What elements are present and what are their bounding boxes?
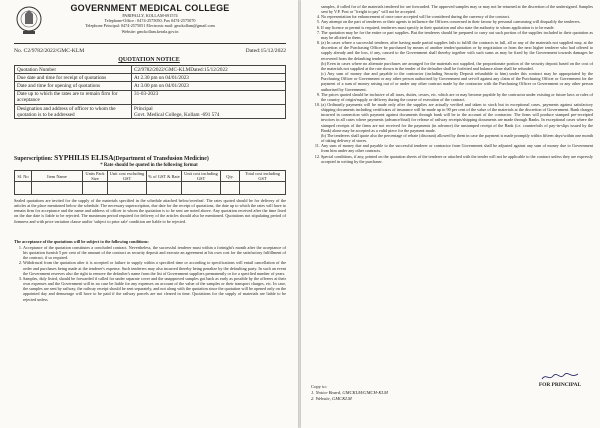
detail-value: At 2.30 pm on 04/01/2023: [132, 74, 286, 82]
notice-title: QUOTATION NOTICE: [118, 57, 180, 63]
sub-item: 10. (a) Ordinarily payments will be made only after the supplies are actually verified and taken to stock but in exceptional cases, payments against satisfactory shipping documents including certificates of insurance will be made up to 90 per cent of the value of the materials at the discretion of Government. Bank charges incurred in connection with payment against documents through bank will be to the account of the contractor. The firms will produce stamped pre-receipted invoices in all cases where payments (advance/final) for release of railway receipts/shipping documents are made through Banks. In exceptional cases where the stamped receipts of the firms are not received for the payments (in advance) the unstamped receipt of the Bank (i.e. counterfoils of pay-in-slips issued by the Bank) alone may be accepted as a valid piece for the payment made.: [321, 101, 593, 133]
table-row: [15, 66, 286, 74]
table-row: [15, 182, 286, 195]
reference-row: [14, 48, 286, 54]
reference-date: Dated:15/12/2022: [245, 48, 286, 54]
letterhead: [0, 3, 298, 41]
college-address: PARIPALLY, KOLLAM-691574: [122, 13, 178, 18]
detail-key: Quotation Number: [15, 66, 132, 74]
superscription-label: Superscription:: [14, 156, 53, 162]
list-item: 5. Any attempt on the part of tenderers or their agents to influence the Officers concerned in their favour by personal canvassing will disqualify the tenderers.: [321, 19, 593, 24]
column-header: Item Name: [32, 171, 83, 182]
conditions-heading: The acceptance of the quotations will be subject to the following conditions:: [14, 239, 149, 244]
table-row: [15, 74, 286, 82]
left-terms: [14, 245, 286, 302]
superscription-dept: (Department of Transfusion Medicine): [113, 156, 209, 162]
list-item: 6. If any licence or permit is required, tenderers must specify in their quotation and also state the authority to whom application is to be made.: [321, 25, 593, 30]
rate-format-table: [14, 170, 286, 195]
continued-text: samples, if called for of the materials tendered for are forwarded. The approved samples may or may not be returned at the discretion of the undersigned. Samples sent by V.P. Post or "freight to pay" will not be accepted.: [321, 4, 593, 15]
signatory-title: FOR PRINCIPAL: [538, 382, 582, 388]
list-item: 7. The quotation may be for the entire or part supplies. But the tenderers should be prepared to carry out such portion of the supplies included in their quotation as may be allotted to them.: [321, 30, 593, 40]
detail-key: Due date and time for receipt of quotations: [15, 74, 132, 82]
detail-value: At 3.00 pm on 04/01/2023: [132, 82, 286, 90]
detail-value: 31-03-2023: [132, 90, 286, 104]
list-item: 2. Withdrawal from the quotation after it is accepted or failure to supply within a specified time or according to specifications will entail cancellation of the order and purchases being made at the tenderer's expense. Such tenderers may also incurred thereby being penalize by the defaulting party. In such an event the Government reserves also the right to remove the defaulter's name from the list of Government suppliers permanently or for a specified number of years.: [23, 260, 286, 275]
list-item: 1. Acceptance of the quotation constitutes a concluded contract. Nevertheless, the successful tenderer must within a fortnight's month after the acceptance of his quotation furnish 5 per cent of the amount of the contract as security deposit and execute an agreement at his own cost for the satisfactory fulfillment of the contract, if so required.: [23, 245, 286, 260]
website-line: Website: gmckollam.kerala.gov.in: [121, 28, 179, 34]
sub-item: 8. (a) In cases where a successful tenderer, after having made partial supplies fails to fulfill the contracts in full, all or any of the materials not supplied may, at the discretion of the Purchasing Officer be purchased by means of another tender/quotation or by negotiation or from the next higher tenderer who had offered to supply already and the loss, if any, caused to the Government shall thereby together with such sums as may be fixed by the Government towards damages be recovered from the defaulting tenderer.: [321, 40, 593, 61]
list-item: 4. No representation for enhancement of once once accepted will be considered during the currency of the contract.: [321, 14, 593, 19]
column-header: Qty.: [221, 171, 240, 182]
intro-paragraph: Sealed quotations are invited for the supply of the materials specified in the schedule attached below/overleaf. The rates quoted should be for delivery of the articles at the place mentioned below the schedule. The necessary superscription, due date for the receipt of quotations, the date up to which the rates will have to remain firm for acceptance and the name and address of officer to whom the quotation is to be sent are noted above. Any quotation received after the time fixed on the due date is liable to be rejected. The maximum period required for delivery of the articles should also be mentioned. Quotations not stipulating period of firmness and with price variation clause and/or 'subject to prior sale' condition are liable to be rejected.: [14, 198, 286, 224]
office-phone: Telephone-Office : 0474-2575050, Fax 0474-2575070: [104, 18, 196, 24]
reference-number: No. C2/9782/2022/GMC-KLM: [14, 48, 85, 54]
detail-key: Date up to which the rates are to remain firm for acceptance: [15, 90, 132, 104]
detail-value: C2/9782/2022/GMC-KLMDated:15/12/2022: [132, 66, 286, 74]
list-item: 3. Samples, duly listed, should be forwarded if called for under separate cover and the unapproved samples got back as early as possible by the offerers at their own expenses and the Government will in no case be liable for any expenses on account of the value of the samples or their transport charges, etc. In case, the samples are sent by railway, the railway receipt should be sent separately, and not along with the quotation since the quotation will be opened only on the appointed day and demurrage will have to be paid if the railway parcels are not cleared in time. Quotations for the supply of materials are liable to be rejected unless: [23, 276, 286, 302]
sub-item: (b) Even in cases where no alternate purchases are arranged for the materials not supplied, the proportionate portion of the security deposit based on the cost of the materials not supplied at the rate shown in the tender of the defaulter shall be forfeited and balance alone shall be refunded.: [321, 60, 593, 71]
table-row: [15, 90, 286, 104]
list-item: 9. The prices quoted should be inclusive of all taxes, duties, cesses, etc. which are or may become payable by the contractor under existing or future laws or rules of the country of origin/supply or delivery during the course of execution of the contract.: [321, 92, 593, 102]
list-item: [321, 40, 593, 92]
sub-item: (b) The tenderers shall quote also the percentage of rebate (discount) allowed by them in case the payment is made promptly within fifteen days/within one month of taking delivery of stores.: [321, 132, 593, 144]
sub-item: (c) Any sum of money due and payable to the contractor (including Security Deposit refundable to him) under this contract may be appropriated by the Purchasing Officer or Government or any other person authorised by Government and set-off against any claim of the Purchasing Officer or Government for the payment of a sum of money arising out of or under any other contract made by the contractor with the Purchasing Officer or Government or any other person authorised by Government.: [321, 71, 593, 92]
column-header: Sl. No: [15, 171, 32, 182]
signature-block: [527, 372, 593, 388]
copy-line: 1. Notice Board, GMCKLM/GMCH-KLM: [311, 390, 388, 395]
list-item: [321, 102, 593, 143]
column-header: Unit cost excluding GST: [108, 171, 147, 182]
header-rule: [14, 43, 286, 44]
copy-to: [311, 384, 388, 402]
detail-key: Designation and address of officer to whom the quotation is to be addressed: [15, 105, 132, 119]
college-name: GOVERNMENT MEDICAL COLLEGE: [70, 3, 230, 13]
list-item: 11. Any sum of money due and payable to the successful tenderer or contractor from Government shall be adjusted against any sum of money due to Government from him under any other contracts.: [321, 143, 593, 153]
copy-line: 2. Website, GMCKLM: [311, 396, 352, 401]
superscription-item: SYPHILIS ELISA: [54, 153, 114, 162]
rate-format-note: * Rate should be quoted in the following format: [100, 163, 198, 168]
table-header-row: [15, 171, 286, 182]
signature-icon: [540, 372, 580, 382]
detail-value: Principal Govt. Medical College, Kollam -691 574: [132, 105, 286, 119]
detail-key: Date and time for opening of quotations: [15, 82, 132, 90]
emblem-icon: [14, 5, 44, 37]
list-item: 12. Special conditions, if any, printed on the quotation sheets of the tenderer or attached with the tender will not be applicable to the contract unless they are expressly accepted in writing by the purchaser.: [321, 154, 593, 164]
column-header: Total cost including GST: [240, 171, 286, 182]
quotation-details-table: [14, 65, 286, 119]
right-terms: [311, 4, 593, 164]
page-right: [301, 0, 600, 428]
table-row: [15, 105, 286, 119]
superscription: [14, 153, 209, 162]
page-left: [0, 0, 298, 428]
column-header: Unit cost including GST: [182, 171, 221, 182]
column-header: Units Pack Size: [83, 171, 108, 182]
copy-to-title: Copy to:: [311, 384, 327, 389]
principal-phone: Telephone Principal: 0474-2575051 Electronic mail: gmckollam@gmail.com: [85, 23, 215, 29]
column-header: % of GST & Rate: [147, 171, 182, 182]
table-row: [15, 82, 286, 90]
